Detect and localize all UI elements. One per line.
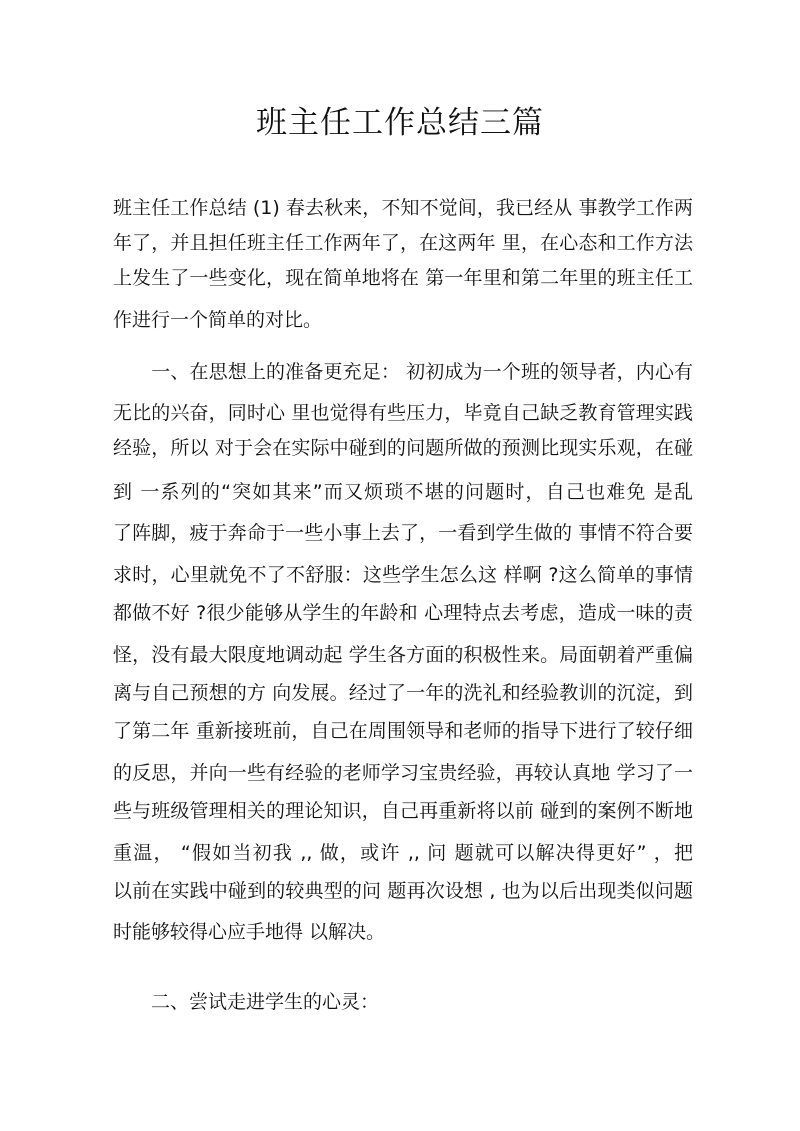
paragraph-line: 了第二年 重新接班前，自己在周围领导和老师的指导下进行了较仔细 (113, 720, 693, 742)
paragraph-line: 重温， “假如当初我 ,, 做，或许 ,, 问 题就可以解决得更好” ，把 (113, 842, 693, 864)
paragraph-line: 无比的兴奋，同时心 里也觉得有些压力，毕竟自己缺乏教育管理实践 (113, 402, 693, 424)
paragraph-line: 了阵脚，疲于奔命于一些小事上去了，一看到学生做的 事情不符合要 (113, 522, 693, 544)
paragraph-line: 年了，并且担任班主任工作两年了，在这两年 里，在心态和工作方法 (113, 232, 693, 254)
paragraph-line: 些与班级管理相关的理论知识，自己再重新将以前 碰到的案例不断地 (113, 800, 693, 822)
paragraph-line: 经验，所以 对于会在实际中碰到的问题所做的预测比现实乐观，在碰 (113, 437, 693, 459)
paragraph-line: 的反思，并向一些有经验的老师学习宝贵经验，再较认真地 学习了一 (113, 762, 693, 784)
paragraph-line: 求时，心里就免不了不舒服：这些学生怎么这 样啊 ?这么简单的事情 (113, 564, 693, 586)
paragraph-line: 怪，没有最大限度地调动起 学生各方面的积极性来。局面朝着严重偏 (113, 644, 693, 666)
section-heading: 二、尝试走进学生的心灵： (113, 991, 380, 1013)
document-title: 班主任工作总结三篇 (256, 105, 544, 141)
paragraph-line: 到 一系列的“突如其来”而又烦琐不堪的问题时，自己也难免 是乱 (113, 481, 693, 503)
paragraph-line: 都做不好 ?很少能够从学生的年龄和 心理特点去考虑，造成一味的责 (113, 602, 693, 624)
paragraph-line: 以前在实践中碰到的较典型的问 题再次设想 , 也为以后出现类似问题 (113, 880, 693, 902)
paragraph-line: 时能够较得心应手地得 以解决。 (113, 921, 386, 943)
paragraph-line: 上发生了一些变化，现在简单地将在 第一年里和第二年里的班主任工 (113, 267, 693, 289)
paragraph-line: 作进行一个简单的对比。 (113, 309, 323, 331)
paragraph-line: 一、在思想上的准备更充足： 初初成为一个班的领导者，内心有 (113, 361, 693, 383)
paragraph-line: 班主任工作总结 (1) 春去秋来，不知不觉间，我已经从 事教学工作两 (113, 197, 693, 219)
paragraph-line: 离与自己预想的方 向发展。经过了一年的洗礼和经验教训的沉淀，到 (113, 682, 693, 704)
